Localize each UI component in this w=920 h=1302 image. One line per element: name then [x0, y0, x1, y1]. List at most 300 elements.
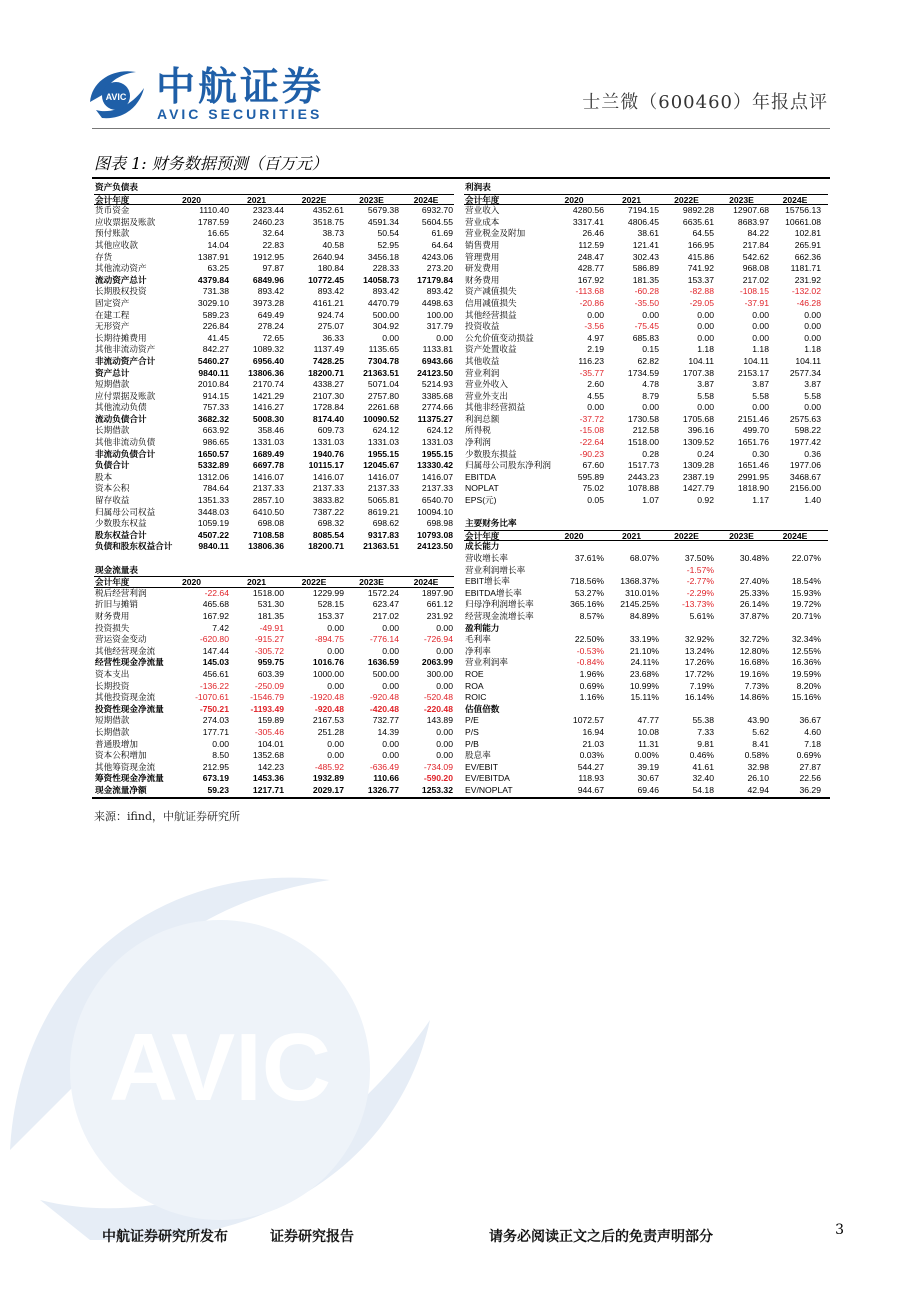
table-row [464, 414, 828, 426]
table-row [464, 669, 828, 681]
cell-value: 22.50% [574, 634, 604, 645]
row-label: 负债和股东权益合计 [95, 541, 173, 552]
cell-value: 13330.42 [417, 460, 453, 471]
cell-value: 1518.00 [252, 587, 284, 598]
cell-value: -37.72 [579, 413, 604, 424]
cell-value: 228.33 [372, 263, 399, 274]
cell-value: 217.02 [742, 274, 769, 285]
table-row [464, 599, 828, 611]
row-label: 税后经营利润 [95, 587, 147, 598]
row-label: NOPLAT [465, 483, 499, 494]
row-label: 营业成本 [465, 216, 500, 227]
row-label: 毛利率 [465, 634, 491, 645]
cell-value: -0.53% [576, 645, 604, 656]
row-label: 其他非经营损益 [465, 402, 526, 413]
table-row [464, 611, 828, 623]
cell-value: 37.61% [574, 553, 604, 563]
table-row [94, 518, 454, 530]
cell-value: 275.07 [317, 321, 344, 332]
cell-value: 2029.17 [312, 784, 344, 795]
table-row [94, 286, 454, 298]
cell-value: 1572.24 [367, 587, 399, 598]
cell-value: 531.30 [257, 599, 284, 610]
cell-value: 1309.28 [682, 460, 714, 471]
table-row [464, 298, 828, 310]
row-label: 无形资产 [95, 321, 130, 332]
table-row [464, 681, 828, 693]
cell-value: 6956.40 [252, 355, 284, 366]
cell-value: 2575.63 [789, 413, 821, 424]
cell-value: 0.00 [804, 402, 821, 413]
cell-value: 84.89% [629, 610, 659, 621]
row-label: 营业外支出 [465, 390, 508, 401]
cell-value: 2024E [413, 194, 439, 205]
cell-value: 1.40 [804, 495, 821, 506]
table-row [94, 634, 454, 646]
row-label: 会计年度 [465, 194, 500, 205]
cell-value: 2577.34 [789, 367, 821, 378]
cell-value: 64.55 [692, 228, 714, 239]
cell-value: 4379.84 [197, 274, 229, 285]
section-heading [94, 182, 454, 194]
cell-value: 3518.75 [312, 216, 344, 227]
cell-value: 143.89 [426, 715, 453, 726]
cell-value: 1331.03 [367, 437, 399, 448]
cell-value: 112.59 [578, 239, 604, 250]
cell-value: 893.42 [372, 286, 399, 297]
table-row [464, 333, 828, 345]
row-label: 投资性现金净流量 [95, 703, 164, 714]
cell-value: -915.27 [254, 634, 284, 645]
row-label: P/S [465, 726, 479, 737]
cell-value: 1421.29 [252, 390, 284, 401]
cell-value: 33.19% [629, 634, 659, 645]
cell-value: 1110.40 [199, 205, 229, 216]
cell-value: 4591.34 [367, 216, 399, 227]
row-label: 其他非流动负债 [95, 437, 156, 448]
row-label: 成长能力 [465, 541, 500, 552]
cell-value: 1229.99 [312, 587, 344, 598]
cell-value: 5065.81 [367, 495, 399, 506]
table-header-row [464, 530, 828, 542]
table-row [94, 240, 454, 252]
cell-value: 1331.03 [421, 437, 453, 448]
cell-value: 3.87 [752, 379, 769, 390]
cell-value: 0.05 [587, 495, 604, 506]
row-label: 长期投资 [95, 680, 130, 691]
cell-value: 1352.68 [252, 750, 284, 761]
row-label: 资本公积 [95, 483, 130, 494]
section-heading [464, 182, 828, 194]
cell-value: 2.19 [587, 344, 604, 355]
cell-value: 27.40% [739, 576, 769, 587]
cell-value: -82.88 [689, 286, 714, 297]
cell-value: 1427.79 [682, 483, 714, 494]
cell-value: 40.58 [322, 239, 344, 250]
cell-value: 3029.10 [197, 297, 229, 308]
cell-value: 0.00 [327, 645, 344, 656]
cell-value: 7108.58 [252, 529, 284, 540]
row-label: 营业利润率 [465, 657, 508, 668]
section-heading [464, 518, 828, 530]
row-label: 营业利润 [465, 367, 500, 378]
table-row [464, 750, 828, 762]
cell-value: 649.49 [257, 309, 284, 320]
cell-value: 1.16% [579, 692, 604, 703]
row-label: 归属母公司股东净利润 [465, 460, 551, 471]
cell-value: 1416.07 [421, 471, 453, 482]
row-label: 少数股东损益 [465, 448, 517, 459]
cell-value: 14058.73 [363, 274, 399, 285]
cell-value: 1.07 [642, 495, 659, 506]
table-row [464, 275, 828, 287]
cell-value: 6697.78 [252, 460, 284, 471]
cell-value: 1331.03 [312, 437, 344, 448]
cell-value: 9840.11 [198, 367, 229, 378]
cell-value: 14.39 [377, 726, 399, 737]
table-row [464, 321, 828, 333]
figure-source: 来源：ifind，中航证券研究所 [94, 810, 240, 823]
row-label: 会计年度 [95, 577, 130, 588]
cell-value: 358.46 [257, 425, 284, 436]
cell-value: 52.95 [377, 239, 399, 250]
cell-value: 3456.18 [367, 251, 399, 262]
cell-value: 36.67 [799, 715, 821, 726]
cell-value: 13.24% [684, 645, 714, 656]
cell-value: 68.07% [629, 553, 659, 563]
cell-value: 62.82 [637, 355, 659, 366]
row-label: 公允价值变动损益 [465, 332, 534, 343]
cell-value: 1416.27 [252, 402, 284, 413]
cell-value: 624.12 [426, 425, 453, 436]
cell-value: 1387.91 [197, 251, 229, 262]
cell-value: 893.42 [257, 286, 284, 297]
row-label: 主要财务比率 [465, 518, 517, 529]
row-label: 长期借款 [95, 425, 130, 436]
cell-value: 32.72% [739, 634, 769, 645]
cell-value: 1787.59 [197, 216, 229, 227]
cell-value: 118.93 [578, 773, 604, 784]
cell-value: 5679.38 [367, 205, 399, 216]
cell-value: 16.65 [207, 228, 229, 239]
cell-value: 8.50 [212, 750, 229, 761]
cell-value: 32.98 [747, 761, 769, 772]
cell-value: 4.55 [587, 390, 604, 401]
table-row [94, 588, 454, 600]
row-label: P/B [465, 738, 479, 749]
table-row [94, 727, 454, 739]
row-label: 现金流量净额 [95, 784, 147, 795]
cell-value: 968.08 [742, 263, 769, 274]
cell-value: 24123.50 [417, 367, 453, 378]
cell-value: 177.71 [202, 726, 229, 737]
cell-value: 7.18 [804, 738, 821, 749]
cell-value: 1368.37% [620, 576, 659, 587]
cell-value: 0.00 [436, 645, 453, 656]
table-row [464, 379, 828, 391]
cell-value: 14.86% [739, 692, 769, 703]
table-row [94, 541, 454, 553]
cell-value: 1707.38 [682, 367, 714, 378]
cell-value: 15.16% [791, 692, 821, 703]
figure-bottom-rule [92, 797, 830, 799]
cell-value: 0.92 [697, 495, 714, 506]
cell-value: 0.30 [752, 448, 769, 459]
cell-value: 1453.36 [252, 773, 284, 784]
cell-value: 1.96% [579, 668, 604, 679]
cell-value: 3973.28 [252, 297, 284, 308]
table-row [94, 472, 454, 484]
cell-value: 2020 [564, 194, 584, 205]
row-label: 营业税金及附加 [465, 228, 526, 239]
row-label: 短期借款 [95, 715, 130, 726]
cell-value: -590.20 [423, 773, 453, 784]
cell-value: 842.27 [202, 344, 229, 355]
cell-value: -636.49 [369, 761, 399, 772]
cell-value: 1.18 [752, 344, 769, 355]
cell-value: 0.00 [804, 309, 821, 320]
cell-value: 100.00 [426, 309, 453, 320]
table-row [94, 692, 454, 704]
cell-value: 2022E [301, 194, 327, 205]
cell-value: 3.87 [804, 379, 821, 390]
cell-value: 15.93% [791, 587, 821, 598]
cell-value: 8.20% [796, 680, 821, 691]
cell-value: 959.75 [257, 657, 284, 668]
cell-value: 5.58 [804, 390, 821, 401]
cell-value: 2021 [621, 194, 642, 205]
cell-value: 1977.42 [789, 437, 821, 448]
cell-value: 0.00 [436, 750, 453, 761]
cell-value: 69.46 [637, 784, 659, 795]
table-row [464, 310, 828, 322]
cell-value: 1932.89 [312, 773, 344, 784]
cell-value: 2024E [413, 577, 439, 588]
row-label: 长期借款 [95, 726, 130, 737]
cell-value: 0.00 [642, 309, 659, 320]
cell-value: 19.72% [791, 599, 821, 610]
watermark-text: AVIC [108, 1014, 332, 1121]
cell-value: 2137.33 [312, 483, 344, 494]
cell-value: -776.14 [369, 634, 399, 645]
cell-value: 30.48% [739, 553, 769, 563]
table-row [464, 344, 828, 356]
cell-value: 14.04 [207, 239, 229, 250]
cell-value: -620.80 [199, 634, 229, 645]
cell-value: 2137.33 [252, 483, 284, 494]
cell-value: 39.19 [637, 761, 659, 772]
cell-value: 893.42 [426, 286, 453, 297]
cell-value: -22.64 [204, 587, 229, 598]
table-row [464, 263, 828, 275]
table-row [94, 715, 454, 727]
cell-value: 1351.33 [197, 495, 229, 506]
cell-value: 9840.11 [198, 541, 229, 552]
table-row [94, 228, 454, 240]
table-row [464, 739, 828, 751]
cell-value: 54.18 [692, 784, 714, 795]
cell-value: 2261.68 [367, 402, 399, 413]
cell-value: 47.77 [637, 715, 659, 726]
table-row [94, 599, 454, 611]
cell-value: 2151.46 [737, 413, 769, 424]
cell-value: 166.95 [687, 239, 714, 250]
cell-value: 2137.33 [421, 483, 453, 494]
table-row [464, 402, 828, 414]
table-row [464, 368, 828, 380]
cell-value: -726.94 [423, 634, 453, 645]
right-tables [464, 182, 828, 796]
cell-value: 3385.68 [421, 390, 453, 401]
cell-value: 698.32 [317, 518, 344, 529]
cell-value: 22.83 [262, 239, 284, 250]
cell-value: 0.28 [642, 448, 659, 459]
table-row [94, 344, 454, 356]
cell-value: 2020 [181, 194, 202, 205]
cell-value: 9317.83 [367, 529, 399, 540]
cell-value: 24123.50 [417, 541, 453, 552]
cell-value: 2023E [729, 194, 754, 205]
cell-value: 1705.68 [682, 413, 714, 424]
table-row [94, 785, 454, 797]
cell-value: 2022E [674, 194, 699, 205]
row-label: 股息率 [465, 750, 491, 761]
cell-value: 18200.71 [308, 541, 344, 552]
cell-value: 4352.61 [312, 205, 344, 216]
cell-value: 17.26% [684, 657, 714, 668]
cell-value: 0.00 [382, 332, 399, 343]
table-row [464, 205, 828, 217]
cell-value: 528.15 [317, 599, 344, 610]
row-label: 经营现金流增长率 [465, 610, 534, 621]
cell-value: 2021 [246, 194, 267, 205]
cell-value: 2024E [782, 194, 808, 205]
cell-value: 153.37 [317, 610, 344, 621]
cell-value: 22.56 [799, 773, 821, 784]
cell-value: 9892.28 [682, 205, 714, 216]
row-label: ROA [465, 680, 484, 691]
cell-value: 26.10 [747, 773, 769, 784]
table-row [464, 391, 828, 403]
row-label: 营业利润增长率 [465, 564, 526, 575]
cell-value: 1651.76 [737, 437, 769, 448]
cell-value: 8.57% [579, 610, 604, 621]
cell-value: 1897.90 [421, 587, 453, 598]
cell-value: 7194.15 [627, 205, 659, 216]
table-row [464, 483, 828, 495]
logo-chinese-name: 中航证券 [156, 65, 325, 110]
cell-value: 673.19 [202, 773, 229, 784]
cell-value: -0.84% [576, 657, 604, 668]
row-label: 非流动负债合计 [95, 448, 156, 459]
cell-value: 25.33% [739, 587, 769, 598]
cell-value: 624.12 [372, 425, 399, 436]
cell-value: 0.00 [436, 622, 453, 633]
cell-value: 0.15 [642, 344, 659, 355]
cell-value: 1078.88 [627, 483, 659, 494]
row-label: 资产负债表 [95, 182, 138, 192]
cell-value: 2024E [782, 530, 808, 541]
cell-value: 12.55% [791, 645, 821, 656]
cell-value: 167.92 [577, 274, 604, 285]
row-label: 资本支出 [95, 668, 130, 679]
cell-value: 32.34% [791, 634, 821, 645]
table-row [464, 240, 828, 252]
table-row [94, 553, 454, 565]
cell-value: 8619.21 [367, 506, 399, 517]
avic-logo-icon [86, 66, 150, 122]
table-row [464, 437, 828, 449]
table-row [94, 460, 454, 472]
row-label: EPS(元) [465, 495, 497, 506]
cell-value: 9.81 [697, 738, 714, 749]
row-label: EBITDA [465, 471, 497, 482]
cell-value: 53.27% [574, 587, 604, 598]
cell-value: 67.60 [582, 460, 604, 471]
cell-value: -520.48 [423, 692, 453, 703]
cell-value: 1518.00 [627, 437, 659, 448]
cell-value: 1730.58 [627, 413, 659, 424]
cell-value: 5071.04 [367, 379, 399, 390]
row-label: 固定资产 [95, 297, 130, 308]
cell-value: -132.02 [791, 286, 821, 297]
table-row [94, 483, 454, 495]
table-row [94, 217, 454, 229]
cell-value: 38.73 [322, 228, 344, 239]
cell-value: 0.03% [579, 750, 604, 761]
table-row [464, 692, 828, 704]
row-label: 资产处置收益 [465, 344, 517, 355]
cell-value: 2387.19 [682, 471, 714, 482]
cell-value: 1650.57 [197, 448, 229, 459]
cell-value: 12045.67 [363, 460, 399, 471]
cell-value: 153.37 [687, 274, 714, 285]
row-label: EV/EBIT [465, 761, 498, 772]
cell-value: -49.91 [259, 622, 284, 633]
cell-value: 2020 [564, 530, 584, 541]
cell-value: 1651.46 [737, 460, 769, 471]
section-heading [464, 623, 828, 635]
table-row [94, 414, 454, 426]
table-row [94, 762, 454, 774]
cell-value: 1940.76 [312, 448, 344, 459]
cell-value: -20.86 [579, 297, 604, 308]
row-label: 非流动资产合计 [95, 355, 156, 366]
table-row [94, 402, 454, 414]
table-row [464, 576, 828, 588]
cell-value: 110.66 [373, 773, 399, 784]
row-label: 净利率 [465, 645, 491, 656]
table-row [94, 773, 454, 785]
row-label: 其他应收款 [95, 239, 138, 250]
cell-value: 3468.67 [789, 471, 821, 482]
cell-value: 0.00 [382, 622, 399, 633]
cell-value: 0.00 [382, 750, 399, 761]
table-row [464, 762, 828, 774]
cell-value: 231.92 [794, 274, 821, 285]
figure-top-rule [92, 177, 830, 179]
cell-value: 2023E [359, 577, 384, 588]
row-label: 少数股东权益 [95, 518, 147, 529]
row-label: 营业外收入 [465, 379, 508, 390]
table-row [94, 507, 454, 519]
cell-value: 12907.68 [733, 205, 769, 216]
cell-value: 944.67 [577, 784, 604, 795]
cell-value: 18.54% [791, 576, 821, 587]
cell-value: 19.59% [791, 668, 821, 679]
cell-value: 2757.80 [367, 390, 399, 401]
cell-value: 21363.51 [363, 367, 399, 378]
